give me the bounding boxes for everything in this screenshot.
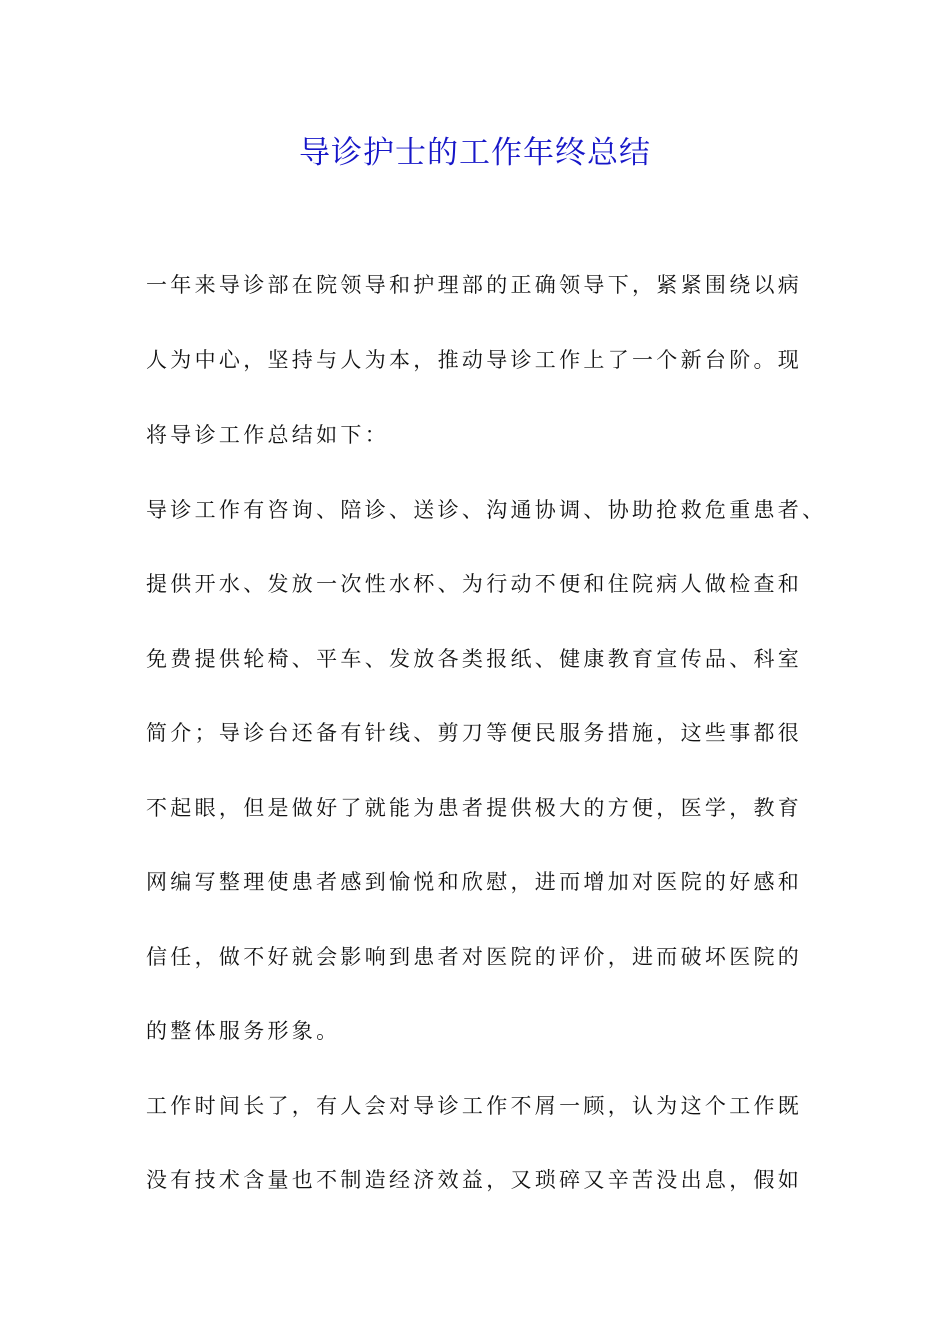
body-line: 人为中心，坚持与人为本，推动导诊工作上了一个新台阶。现	[146, 348, 803, 372]
body-line: 工作时间长了，有人会对导诊工作不屑一顾，认为这个工作既	[146, 1094, 803, 1118]
body-line: 网编写整理使患者感到愉悦和欣慰，进而增加对医院的好感和	[146, 870, 803, 894]
body-line: 的整体服务形象。	[146, 1019, 341, 1043]
body-line: 一年来导诊部在院领导和护理部的正确领导下，紧紧围绕以病	[146, 273, 803, 297]
body-line: 不起眼，但是做好了就能为患者提供极大的方便，医学，教育	[146, 796, 803, 820]
body-line: 提供开水、发放一次性水杯、为行动不便和住院病人做检查和	[146, 572, 803, 596]
body-line: 信任，做不好就会影响到患者对医院的评价，进而破坏医院的	[146, 945, 803, 969]
body-line: 没有技术含量也不制造经济效益，又琐碎又辛苦没出息，假如	[146, 1168, 803, 1192]
body-line: 导诊工作有咨询、陪诊、送诊、沟通协调、协助抢救危重患者、	[146, 498, 827, 522]
body-line: 免费提供轮椅、平车、发放各类报纸、健康教育宣传品、科室	[146, 647, 803, 671]
body-line: 简介；导诊台还备有针线、剪刀等便民服务措施，这些事都很	[146, 721, 803, 745]
document-title: 导诊护士的工作年终总结	[299, 135, 651, 171]
body-line: 将导诊工作总结如下：	[146, 423, 389, 447]
